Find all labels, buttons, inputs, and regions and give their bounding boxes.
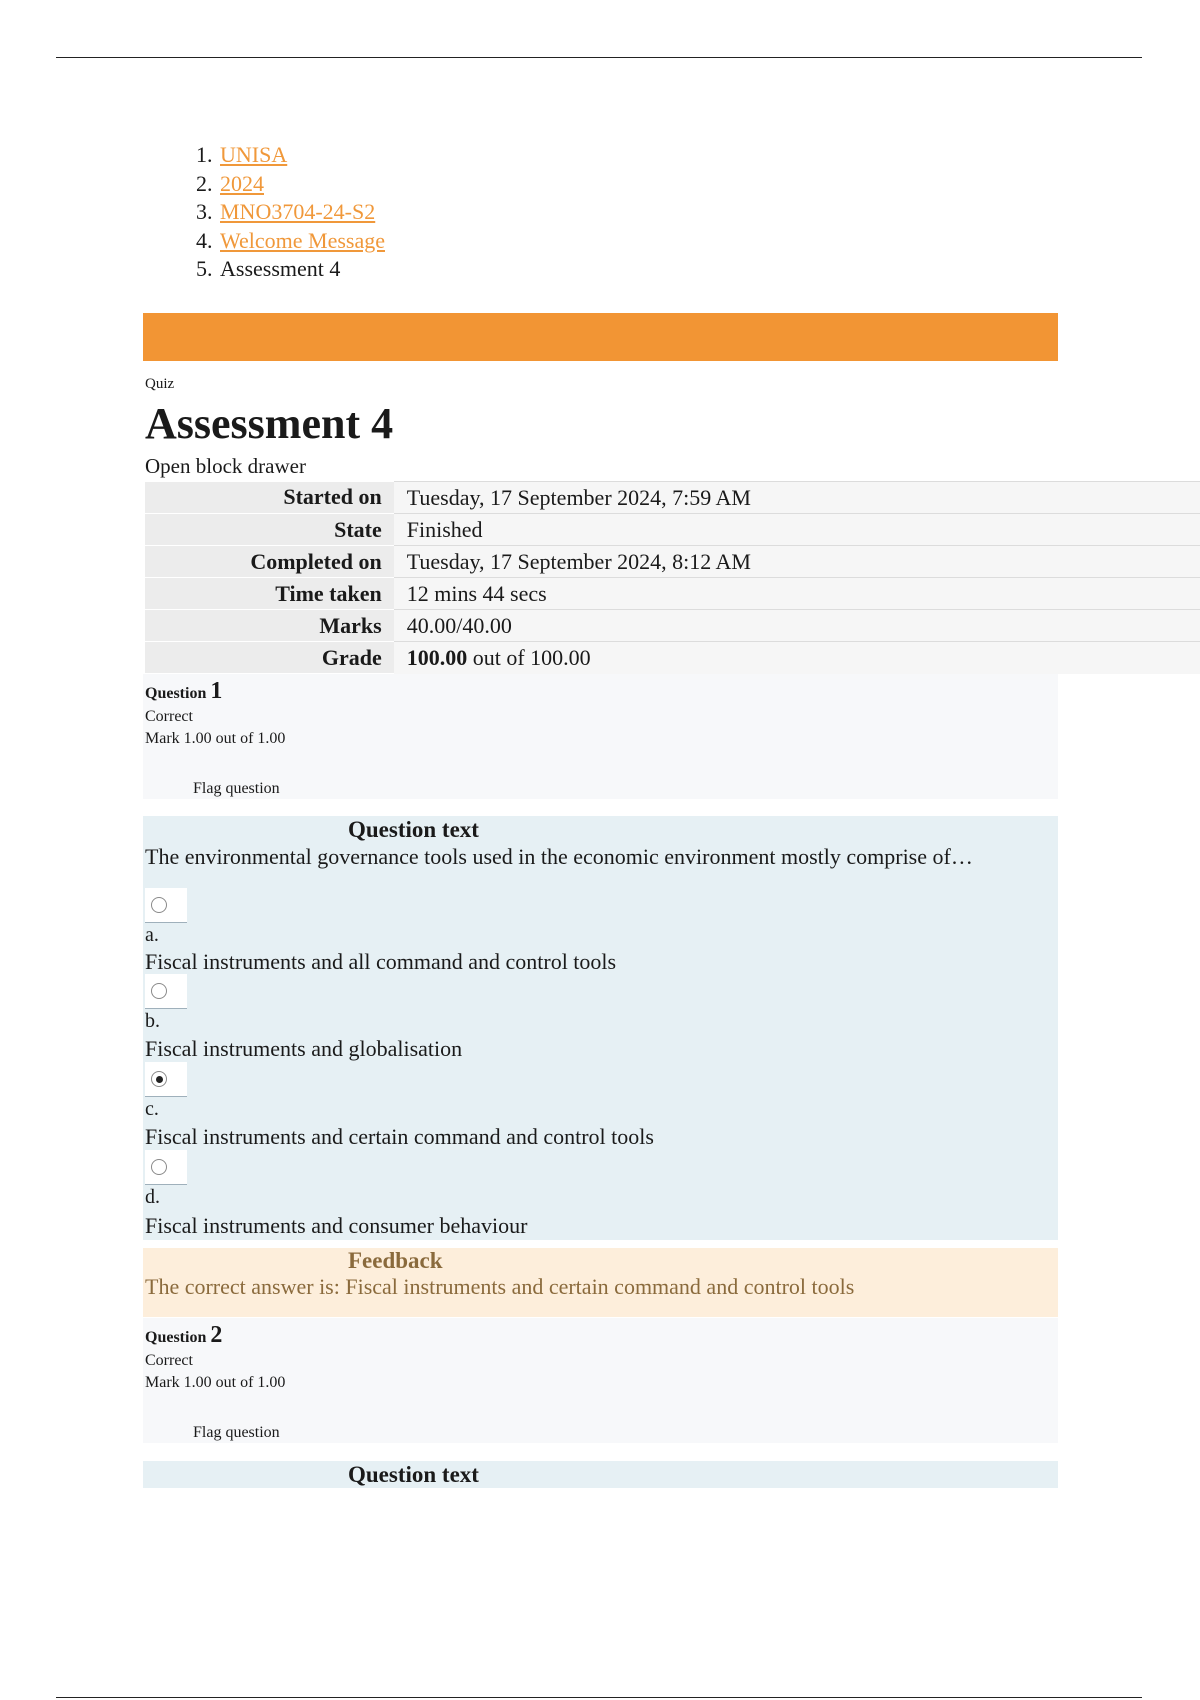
radio-unchecked-icon[interactable]	[151, 897, 167, 913]
question-grade: Mark 1.00 out of 1.00	[145, 730, 286, 747]
option-a-letter: a.	[145, 924, 159, 946]
summary-value: 12 mins 44 secs	[394, 578, 1200, 610]
flag-question-button[interactable]: Flag question	[193, 780, 280, 797]
radio-unchecked-icon[interactable]	[151, 983, 167, 999]
summary-label: Grade	[145, 642, 394, 674]
flag-question-button[interactable]: Flag question	[193, 1424, 280, 1441]
option-a-radio[interactable]	[145, 888, 187, 923]
question-state: Correct	[145, 708, 193, 725]
option-d-text[interactable]: Fiscal instruments and consumer behaviour	[145, 1213, 528, 1238]
summary-label: Time taken	[145, 578, 394, 610]
feedback-heading: Feedback	[348, 1248, 443, 1273]
question-number	[145, 678, 222, 705]
breadcrumb-link-unisa[interactable]: UNISA	[220, 142, 288, 167]
summary-value: Tuesday, 17 September 2024, 8:12 AM	[394, 546, 1200, 578]
question-number-value: 2	[210, 1322, 223, 1348]
breadcrumb-link-welcome[interactable]: Welcome Message	[220, 227, 385, 253]
question-2-formulation	[143, 1461, 1058, 1488]
grade-score: 100.00	[406, 644, 468, 670]
question-2-info	[143, 1318, 1058, 1443]
summary-value: Tuesday, 17 September 2024, 7:59 AM	[394, 482, 1200, 514]
top-rule	[56, 57, 1142, 58]
summary-row-state	[145, 514, 1200, 546]
breadcrumb	[182, 141, 385, 284]
summary-row-grade	[145, 642, 1200, 674]
activity-type-label: Quiz	[145, 376, 175, 392]
summary-label: State	[145, 514, 394, 546]
summary-value: 40.00/40.00	[394, 610, 1200, 642]
option-a-text[interactable]: Fiscal instruments and all command and control tools	[145, 949, 617, 974]
open-block-drawer-button[interactable]: Open block drawer	[145, 454, 306, 478]
option-c-text[interactable]: Fiscal instruments and certain command and control tools	[145, 1124, 654, 1149]
breadcrumb-link-course[interactable]: MNO3704-24-S2	[220, 199, 376, 224]
question-number-value: 1	[210, 678, 223, 704]
summary-row-marks	[145, 610, 1200, 642]
question-text: The environmental governance tools used in the economic environment mostly comprise of…	[145, 844, 973, 869]
question-number	[145, 1322, 222, 1349]
question-1-info	[143, 674, 1058, 799]
breadcrumb-current: 5. Assessment 4	[218, 255, 385, 284]
option-b-radio[interactable]	[145, 974, 187, 1009]
summary-value: Finished	[394, 514, 1200, 546]
option-c-radio[interactable]	[145, 1062, 187, 1097]
bottom-rule	[56, 1697, 1142, 1698]
radio-unchecked-icon[interactable]	[151, 1159, 167, 1175]
question-text-heading: Question text	[348, 1462, 479, 1487]
summary-row-completed	[145, 546, 1200, 578]
summary-row-started	[145, 482, 1200, 514]
feedback-text: The correct answer is: Fiscal instruments and certain command and control tools	[145, 1274, 855, 1299]
question-prefix: Question	[145, 685, 207, 702]
question-grade: Mark 1.00 out of 1.00	[145, 1374, 286, 1391]
summary-row-time-taken	[145, 578, 1200, 610]
summary-label: Completed on	[145, 546, 394, 578]
option-d-radio[interactable]	[145, 1150, 187, 1185]
summary-label: Marks	[145, 610, 394, 642]
question-1-feedback	[143, 1248, 1058, 1317]
question-state: Correct	[145, 1352, 193, 1369]
header-banner	[143, 313, 1058, 361]
attempt-summary-table	[145, 481, 1200, 674]
option-d-letter: d.	[145, 1186, 160, 1208]
breadcrumb-item[interactable]	[218, 170, 385, 199]
breadcrumb-link-year[interactable]: 2024	[220, 170, 264, 196]
breadcrumb-item[interactable]	[218, 141, 385, 170]
summary-label: Started on	[145, 482, 394, 514]
summary-value	[394, 642, 1200, 674]
grade-out-of: out of 100.00	[467, 644, 591, 670]
radio-checked-icon[interactable]	[151, 1071, 167, 1087]
question-1-formulation	[143, 816, 1058, 1240]
breadcrumb-item[interactable]	[218, 198, 385, 227]
question-text-heading: Question text	[348, 817, 479, 842]
breadcrumb-item[interactable]	[218, 227, 385, 256]
option-b-text[interactable]: Fiscal instruments and globalisation	[145, 1036, 463, 1061]
page-title: Assessment 4	[145, 399, 394, 448]
option-b-letter: b.	[145, 1010, 160, 1032]
option-c-letter: c.	[145, 1098, 159, 1120]
question-prefix: Question	[145, 1329, 207, 1346]
